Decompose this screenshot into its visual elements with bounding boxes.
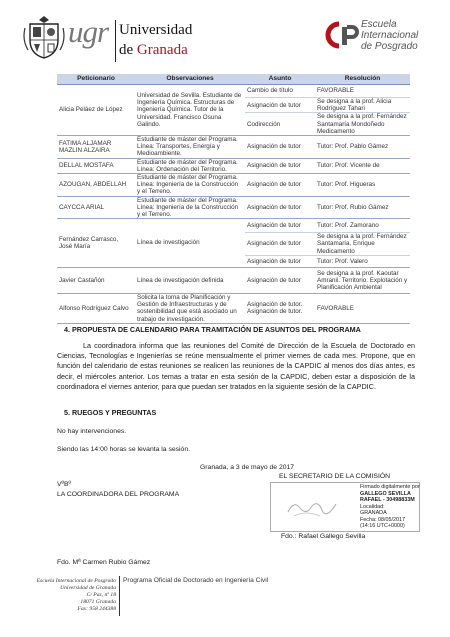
address-line: Universidad de Granada (60, 585, 116, 592)
cell-peticionario: Fernández Carrasco, José María (57, 219, 135, 268)
table-row (57, 196, 410, 219)
cell-observaciones: Línea de investigación (135, 219, 245, 268)
coordinator-title: LA COORDINADORA DEL PROGRAMA (57, 491, 180, 498)
cell-observaciones: Estudiante de máster del Programa. Línea: Ingeniería de la Construcción y el Terreno. (135, 174, 245, 197)
secretary-title: EL SECRETARIO DE LA COMISIÓN (279, 473, 391, 480)
secretary-name: Fdo.: Rafael Gallego Sevilla (281, 533, 366, 540)
cell-asunto: Asignación de tutor (245, 219, 315, 233)
header-divider (115, 20, 116, 62)
col-header-asunto: Asunto (245, 74, 315, 85)
sig-line: Localidad: (360, 503, 385, 510)
table-row (57, 219, 410, 233)
university-line1: Universidad (119, 22, 193, 38)
cell-peticionario: Alicia Peláez de López (57, 85, 135, 136)
cell-resolucion: Tutor: Prof. Vicente de (315, 158, 410, 173)
no-interventions-text: No hay intervenciones. (57, 428, 127, 435)
cell-peticionario: Alfonso Rodríguez Calvo (57, 293, 135, 323)
address-line: C/ Paz, nº 18 (86, 592, 116, 599)
cell-peticionario: Javier Castañón (57, 267, 135, 293)
cell-observaciones: Universidad de Sevilla. Estudiante de Ingeniería Química. Estructuras de Ingeniería Química. Tutor de la Universidad. Francisco Osuna Galindo. (135, 85, 245, 136)
cell-resolucion: Se designa a la prof. Fernández Santamaría Mondoñedo Medicamento (315, 113, 410, 136)
footer-address (32, 578, 116, 613)
place-date: Granada, a 3 de mayo de 2017 (200, 464, 295, 471)
coordinator-name: Fdo. Mª Carmen Rubio Gámez (57, 559, 151, 566)
address-line: Fax: 958 244388 (77, 606, 116, 613)
cell-asunto: Asignación de tutor (245, 267, 315, 293)
sig-line: Fecha: 08/05/2017 (360, 516, 405, 523)
section-4-heading: 4. PROPUESTA DE CALENDARIO PARA TRAMITACIÓN DE ASUNTOS DEL PROGRAMA (64, 325, 361, 334)
cell-resolucion: Se designa a la prof. Alicia Rodríguez Tahari (315, 98, 410, 113)
closing-text: Siendo las 14:00 horas se levanta la sesión. (57, 446, 191, 453)
cell-asunto: Asignación de tutor. Asignación de tutor. (245, 293, 315, 323)
school-line2: Internacional (361, 30, 419, 41)
cell-resolucion: Tutor: Prof. Valero (315, 255, 410, 267)
petitions-table (57, 74, 410, 324)
cell-asunto: Asignación de tutor (245, 98, 315, 113)
cell-asunto: Asignación de tutor (245, 174, 315, 197)
cell-asunto: Asignación de tutor (245, 233, 315, 256)
university-crest-icon (22, 14, 66, 60)
address-line: Escuela Internacional de Posgrado (36, 578, 116, 584)
cell-resolucion: Tutor: Prof. Zamorano (315, 219, 410, 233)
cell-asunto: Asignación de tutor (245, 196, 315, 219)
section-5-heading: 5. RUEGOS Y PREGUNTAS (64, 408, 157, 417)
handwritten-signature-icon (286, 496, 340, 520)
school-name (361, 19, 418, 52)
table-row (57, 267, 410, 293)
footer-divider (119, 576, 120, 616)
cell-resolucion: Se designa a la prof. Fernández Santamaría, Enrique Medicamento (315, 233, 410, 256)
table-row (57, 136, 410, 159)
table-row (57, 174, 410, 197)
cell-asunto: Cambio de título (245, 85, 315, 98)
vb-label: VºBº (57, 481, 72, 488)
sig-line: RAFAEL - 30498833M (360, 497, 415, 503)
school-line3: de Posgrado (361, 41, 418, 52)
university-line2-name: Granada (136, 42, 188, 58)
cell-peticionario: AZOUGAN, ABDELLAH (57, 174, 135, 197)
cell-asunto: Asignación de tutor (245, 255, 315, 267)
university-name (119, 20, 192, 60)
cell-observaciones: Línea de investigación definida (135, 267, 245, 293)
cell-asunto: Asignación de tutor (245, 136, 315, 159)
table-header-row (57, 74, 410, 85)
cell-observaciones: Estudiante de máster del Programa. Línea: Ordenación del Territorio. (135, 158, 245, 173)
school-line1: Escuela (361, 19, 397, 30)
cell-resolucion: Tutor: Prof. Higueras (315, 174, 410, 197)
university-line2-prefix: de (119, 42, 137, 58)
sig-line: Firmado digitalmente por (360, 484, 420, 490)
col-header-observaciones: Observaciones (135, 74, 245, 85)
address-line: 18071 Granada (80, 599, 116, 606)
cell-resolucion: Se designa a la prof. Kaoutar Amranii. Territorio. Explotación y Planificación Ambiental (315, 267, 410, 293)
table-row (57, 85, 410, 98)
cell-peticionario: FATIMA ALJAMAR MAZLIN ALZAIRA (57, 136, 135, 159)
digital-signature-details (360, 484, 420, 530)
cell-resolucion: Tutor: Prof. Rubio Gámez (315, 196, 410, 219)
cell-peticionario: CAYCCA ARIAL (57, 196, 135, 219)
cell-observaciones: Estudiante de máster del Programa. Línea: Ingeniería de la Construcción y el Terreno. (135, 196, 245, 219)
cell-observaciones: Estudiante de máster del Programa. Línea: Transportes, Energía y Medioambiente. (135, 136, 245, 159)
sig-line: (14:16 UTC+0000) (360, 523, 405, 529)
ugr-logo: ugr (68, 14, 109, 49)
sig-line: GALLEGO SEVILLA (360, 490, 411, 497)
section-4-paragraph: La coordinadora informa que las reuniones del Comité de Dirección de la Escuela de Doctorado en Ciencias, Tecnologías e Ingenierías se reúne mensualmente el primer viernes de cada mes. Propone, que en función del calendario de estas reuniones se realicen las reuniones de la CAPDIC al menos dos días antes, es decir, el miércoles anterior. Los temas a tratar en esta sesión de la CAPDIC, deben estar a disposición de la coordinadora el viernes anterior, para que puedan ser tratados en la siguiente sesión de la CAPDIC. (57, 341, 415, 391)
footer-program: Programa Oficial de Doctorado en Ingeniería Civil (123, 577, 269, 584)
cell-asunto: Codirección (245, 113, 315, 136)
cell-resolucion: FAVORABLE (315, 293, 410, 323)
sig-line: GRANADA (360, 510, 387, 516)
table-row (57, 293, 410, 323)
cell-observaciones: Solicita la toma de Planificación y Gestión de Infraestructuras y de sostenibilidad que está asociado un trabajo de investigación. (135, 293, 245, 323)
cell-resolucion: FAVORABLE (315, 85, 410, 98)
col-header-resolucion: Resolución (315, 74, 410, 85)
school-logo-icon (325, 20, 359, 50)
col-header-peticionario: Peticionario (57, 74, 135, 85)
cell-peticionario: DELLAL MOSTAFA (57, 158, 135, 173)
cell-asunto: Asignación de tutor (245, 158, 315, 173)
cell-resolucion: Tutor: Prof. Pablo Gámez (315, 136, 410, 159)
table-row (57, 158, 410, 173)
